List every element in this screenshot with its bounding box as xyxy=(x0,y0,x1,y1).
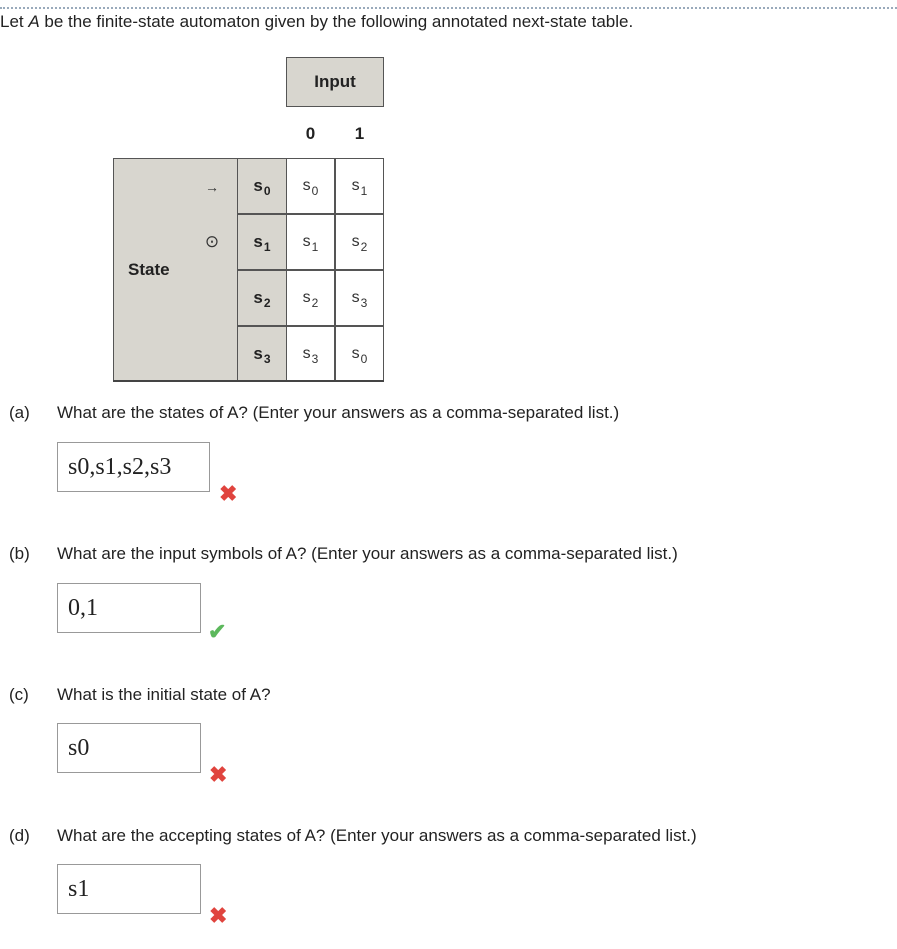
question-d-answer-field[interactable]: s1 xyxy=(57,864,201,914)
question-d-label: (d) xyxy=(9,826,30,845)
question-c-label: (c) xyxy=(9,685,29,704)
row-state-s3: s 3 xyxy=(237,326,287,382)
question-d-text: What are the accepting states of A? (Enter your answers as a comma-separated list.) xyxy=(57,826,697,845)
question-b-answer-field[interactable]: 0,1 xyxy=(57,583,201,633)
question-c-text: What is the initial state of A? xyxy=(57,685,271,704)
input-header: Input xyxy=(286,57,384,107)
next-state-cell: s 2 xyxy=(335,214,384,270)
intro-text: Let A be the finite-state automaton given by the following annotated next-state table. xyxy=(0,12,634,31)
next-state-cell: s 0 xyxy=(335,326,384,382)
next-state-cell: s 3 xyxy=(286,326,335,382)
question-b-label: (b) xyxy=(9,544,30,563)
cross-icon: ✖ xyxy=(209,903,228,928)
row-state-s2: s 2 xyxy=(237,270,287,326)
next-state-cell: s 0 xyxy=(286,158,335,214)
question-a-answer-field[interactable]: s0,s1,s2,s3 xyxy=(57,442,210,492)
input-symbol-0: 0 xyxy=(305,124,316,143)
top-divider xyxy=(0,7,897,9)
next-state-cell: s 2 xyxy=(286,270,335,326)
row-state-s1: s 1 xyxy=(237,214,287,270)
row-state-s0: s 0 xyxy=(237,158,287,214)
check-icon: ✔ xyxy=(208,619,227,644)
initial-state-arrow-icon: → xyxy=(205,179,219,195)
accepting-state-circle-icon: ⊙ xyxy=(204,232,220,251)
question-c-answer-field[interactable]: s0 xyxy=(57,723,201,773)
input-symbol-1: 1 xyxy=(354,124,365,143)
cross-icon: ✖ xyxy=(209,762,228,787)
next-state-cell: s 1 xyxy=(286,214,335,270)
question-a-label: (a) xyxy=(9,403,30,422)
next-state-cell: s 3 xyxy=(335,270,384,326)
question-a-text: What are the states of A? (Enter your answers as a comma-separated list.) xyxy=(57,403,620,422)
cross-icon: ✖ xyxy=(219,481,238,506)
next-state-cell: s 1 xyxy=(335,158,384,214)
table-bottom-border xyxy=(113,380,384,382)
state-header: State xyxy=(128,260,170,279)
question-b-text: What are the input symbols of A? (Enter your answers as a comma-separated list.) xyxy=(57,544,678,563)
